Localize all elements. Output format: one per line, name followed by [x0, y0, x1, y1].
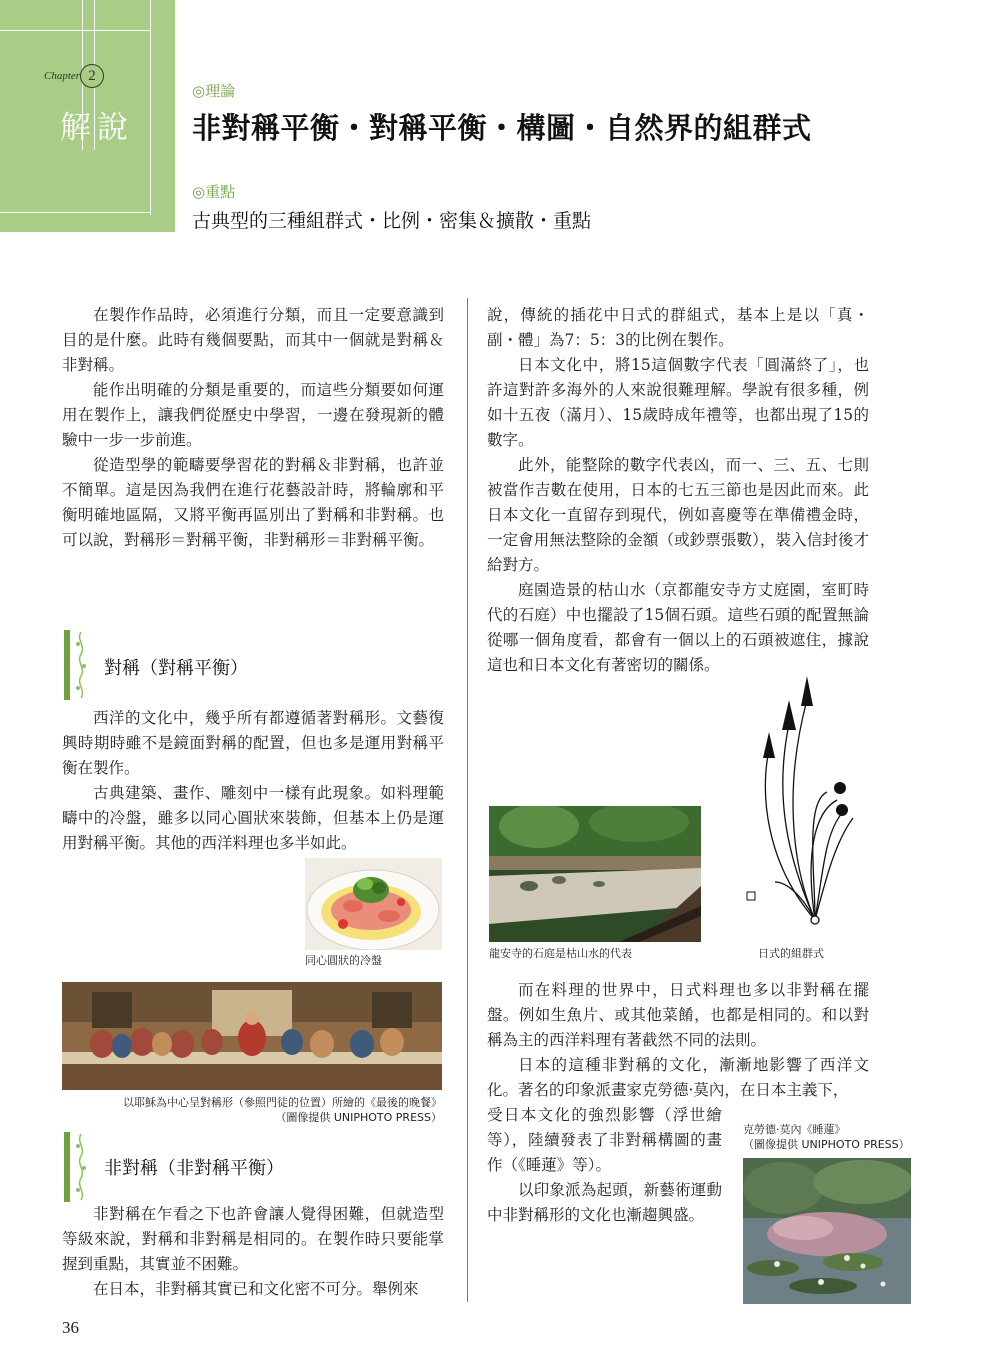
paragraph: 西洋的文化中，幾乎所有都遵循著對稱形。文藝復興時期時雖不是鏡面對稱的配置，但也多是運用對稱平衡在製作。: [62, 709, 444, 777]
right-text-middle: [487, 978, 869, 1103]
paragraph: 非對稱在乍看之下也許會讓人覺得困難，但就造型等級來說，對稱和非對稱是相同的。在製作時只要能掌握到重點，其實並不困難。: [62, 1205, 444, 1273]
theory-label: ◎理論: [192, 82, 236, 100]
intro-text: [62, 303, 444, 553]
paragraph: 受日本文化的強烈影響（浮世繪等），陸續發表了非對稱構圖的畫作（《睡蓮》等）。: [487, 1106, 722, 1174]
water-lilies-photo: [743, 1158, 911, 1304]
caption-line: 以耶穌為中心呈對稱形（參照門徒的位置）所繪的《最後的晚餐》: [123, 1096, 442, 1109]
tab-line: [150, 0, 151, 215]
section-title: 非對稱（非對稱平衡）: [104, 1158, 284, 1179]
last-supper-caption: [62, 1095, 442, 1125]
heading-bar: [64, 630, 70, 700]
tab-line: [0, 212, 150, 213]
caption-line: 克勞德·莫內《睡蓮》: [743, 1123, 846, 1136]
paragraph: 而在料理的世界中，日式料理也多以非對稱在擺盤。例如生魚片、或其他菜餚，也都是相同的。和以對稱為主的西洋料理有著截然不同的法則。: [487, 981, 869, 1049]
rock-garden-photo: [489, 806, 701, 942]
diagram-caption: 日式的組群式: [758, 947, 824, 960]
paragraph: 在日本，非對稱其實已和文化密不可分。舉例來: [93, 1280, 419, 1298]
paragraph: 在製作作品時，必須進行分類，而且一定要意識到目的是什麼。此時有幾個要點，而其中一個就是對稱＆非對稱。: [62, 306, 444, 374]
caption-line: （圖像提供 UNIPHOTO PRESS）: [743, 1138, 910, 1151]
chapter-label: 解說: [60, 110, 134, 146]
paragraph: 以印象派為起頭，新藝術運動中非對稱形的文化也漸趨興盛。: [487, 1181, 722, 1224]
paragraph: 說，傳統的插花中日式的群組式，基本上是以「真・副・體」為7：5：3的比例在製作。: [487, 306, 869, 349]
point-label: ◎重點: [192, 183, 236, 201]
chapter-tab: [0, 0, 175, 232]
heading-bar: [64, 1132, 70, 1202]
vine-ornament-icon: [74, 630, 88, 700]
right-text-top: [487, 303, 869, 678]
column-divider: [467, 298, 468, 1302]
paragraph: 日本文化中，將15這個數字代表「圓滿終了」，也許這對許多海外的人來說很難理解。學說有很多種，例如十五夜（滿月）、15歲時成年禮等，也都出現了15的數字。: [487, 356, 869, 449]
page-title: 非對稱平衡・對稱平衡・構圖・自然界的組群式: [192, 111, 812, 145]
paragraph: 古典建築、畫作、雕刻中一樣有此現象。如料理範疇中的冷盤，雖多以同心圓狀來裝飾，但基本上仍是運用對稱平衡。其他的西洋料理也多半如此。: [62, 784, 444, 852]
caption-line: （圖像提供 UNIPHOTO PRESS）: [275, 1111, 442, 1124]
paragraph: 日本的這種非對稱的文化，漸漸地影響了西洋文化。著名的印象派畫家克勞德·莫內，在日本主義下，: [487, 1056, 869, 1099]
vine-ornament-icon: [74, 1132, 88, 1202]
plate-caption: 同心圓狀的冷盤: [305, 954, 382, 967]
section-title: 對稱（對稱平衡）: [104, 658, 248, 679]
rock-garden-caption: 龍安寺的石庭是枯山水的代表: [489, 947, 632, 960]
asymmetry-text: [62, 1202, 444, 1302]
symmetry-text: [62, 706, 444, 856]
grouping-diagram: [745, 672, 875, 932]
tab-line: [0, 30, 150, 31]
page-number: 36: [62, 1318, 79, 1337]
last-supper-photo: [62, 982, 442, 1090]
paragraph: 從造型學的範疇要學習花的對稱＆非對稱，也許並不簡單。這是因為我們在進行花藝設計時，將輪廓和平衡明確地區隔，又將平衡再區別出了對稱和非對稱。也可以說，對稱形＝對稱平衡，非對稱形＝非對稱平衡。: [62, 456, 444, 549]
chapter-number: 2: [80, 64, 104, 88]
monet-caption: [743, 1122, 910, 1152]
paragraph: 庭園造景的枯山水（京都龍安寺方丈庭園，室町時代的石庭）中也擺設了15個石頭。這些石頭的配置無論從哪一個角度看，都會有一個以上的石頭被遮住，據說這也和日本文化有著密切的關係。: [487, 581, 869, 674]
page-subtitle: 古典型的三種組群式・比例・密集＆擴散・重點: [192, 210, 592, 232]
plate-photo: [305, 858, 442, 950]
right-text-bottom: [487, 1103, 722, 1228]
chapter-word: Chapter: [44, 70, 81, 82]
paragraph: 此外，能整除的數字代表凶，而一、三、五、七則被當作吉數在使用，日本的七五三節也是因此而來。此日本文化一直留存到現代，例如喜慶等在準備禮金時，一定會用無法整除的金額（或鈔票張數），裝入信封後才給對方。: [487, 456, 869, 574]
paragraph: 能作出明確的分類是重要的，而這些分類要如何運用在製作上，讓我們從歷史中學習，一邊在發現新的體驗中一步一步前進。: [62, 381, 444, 449]
